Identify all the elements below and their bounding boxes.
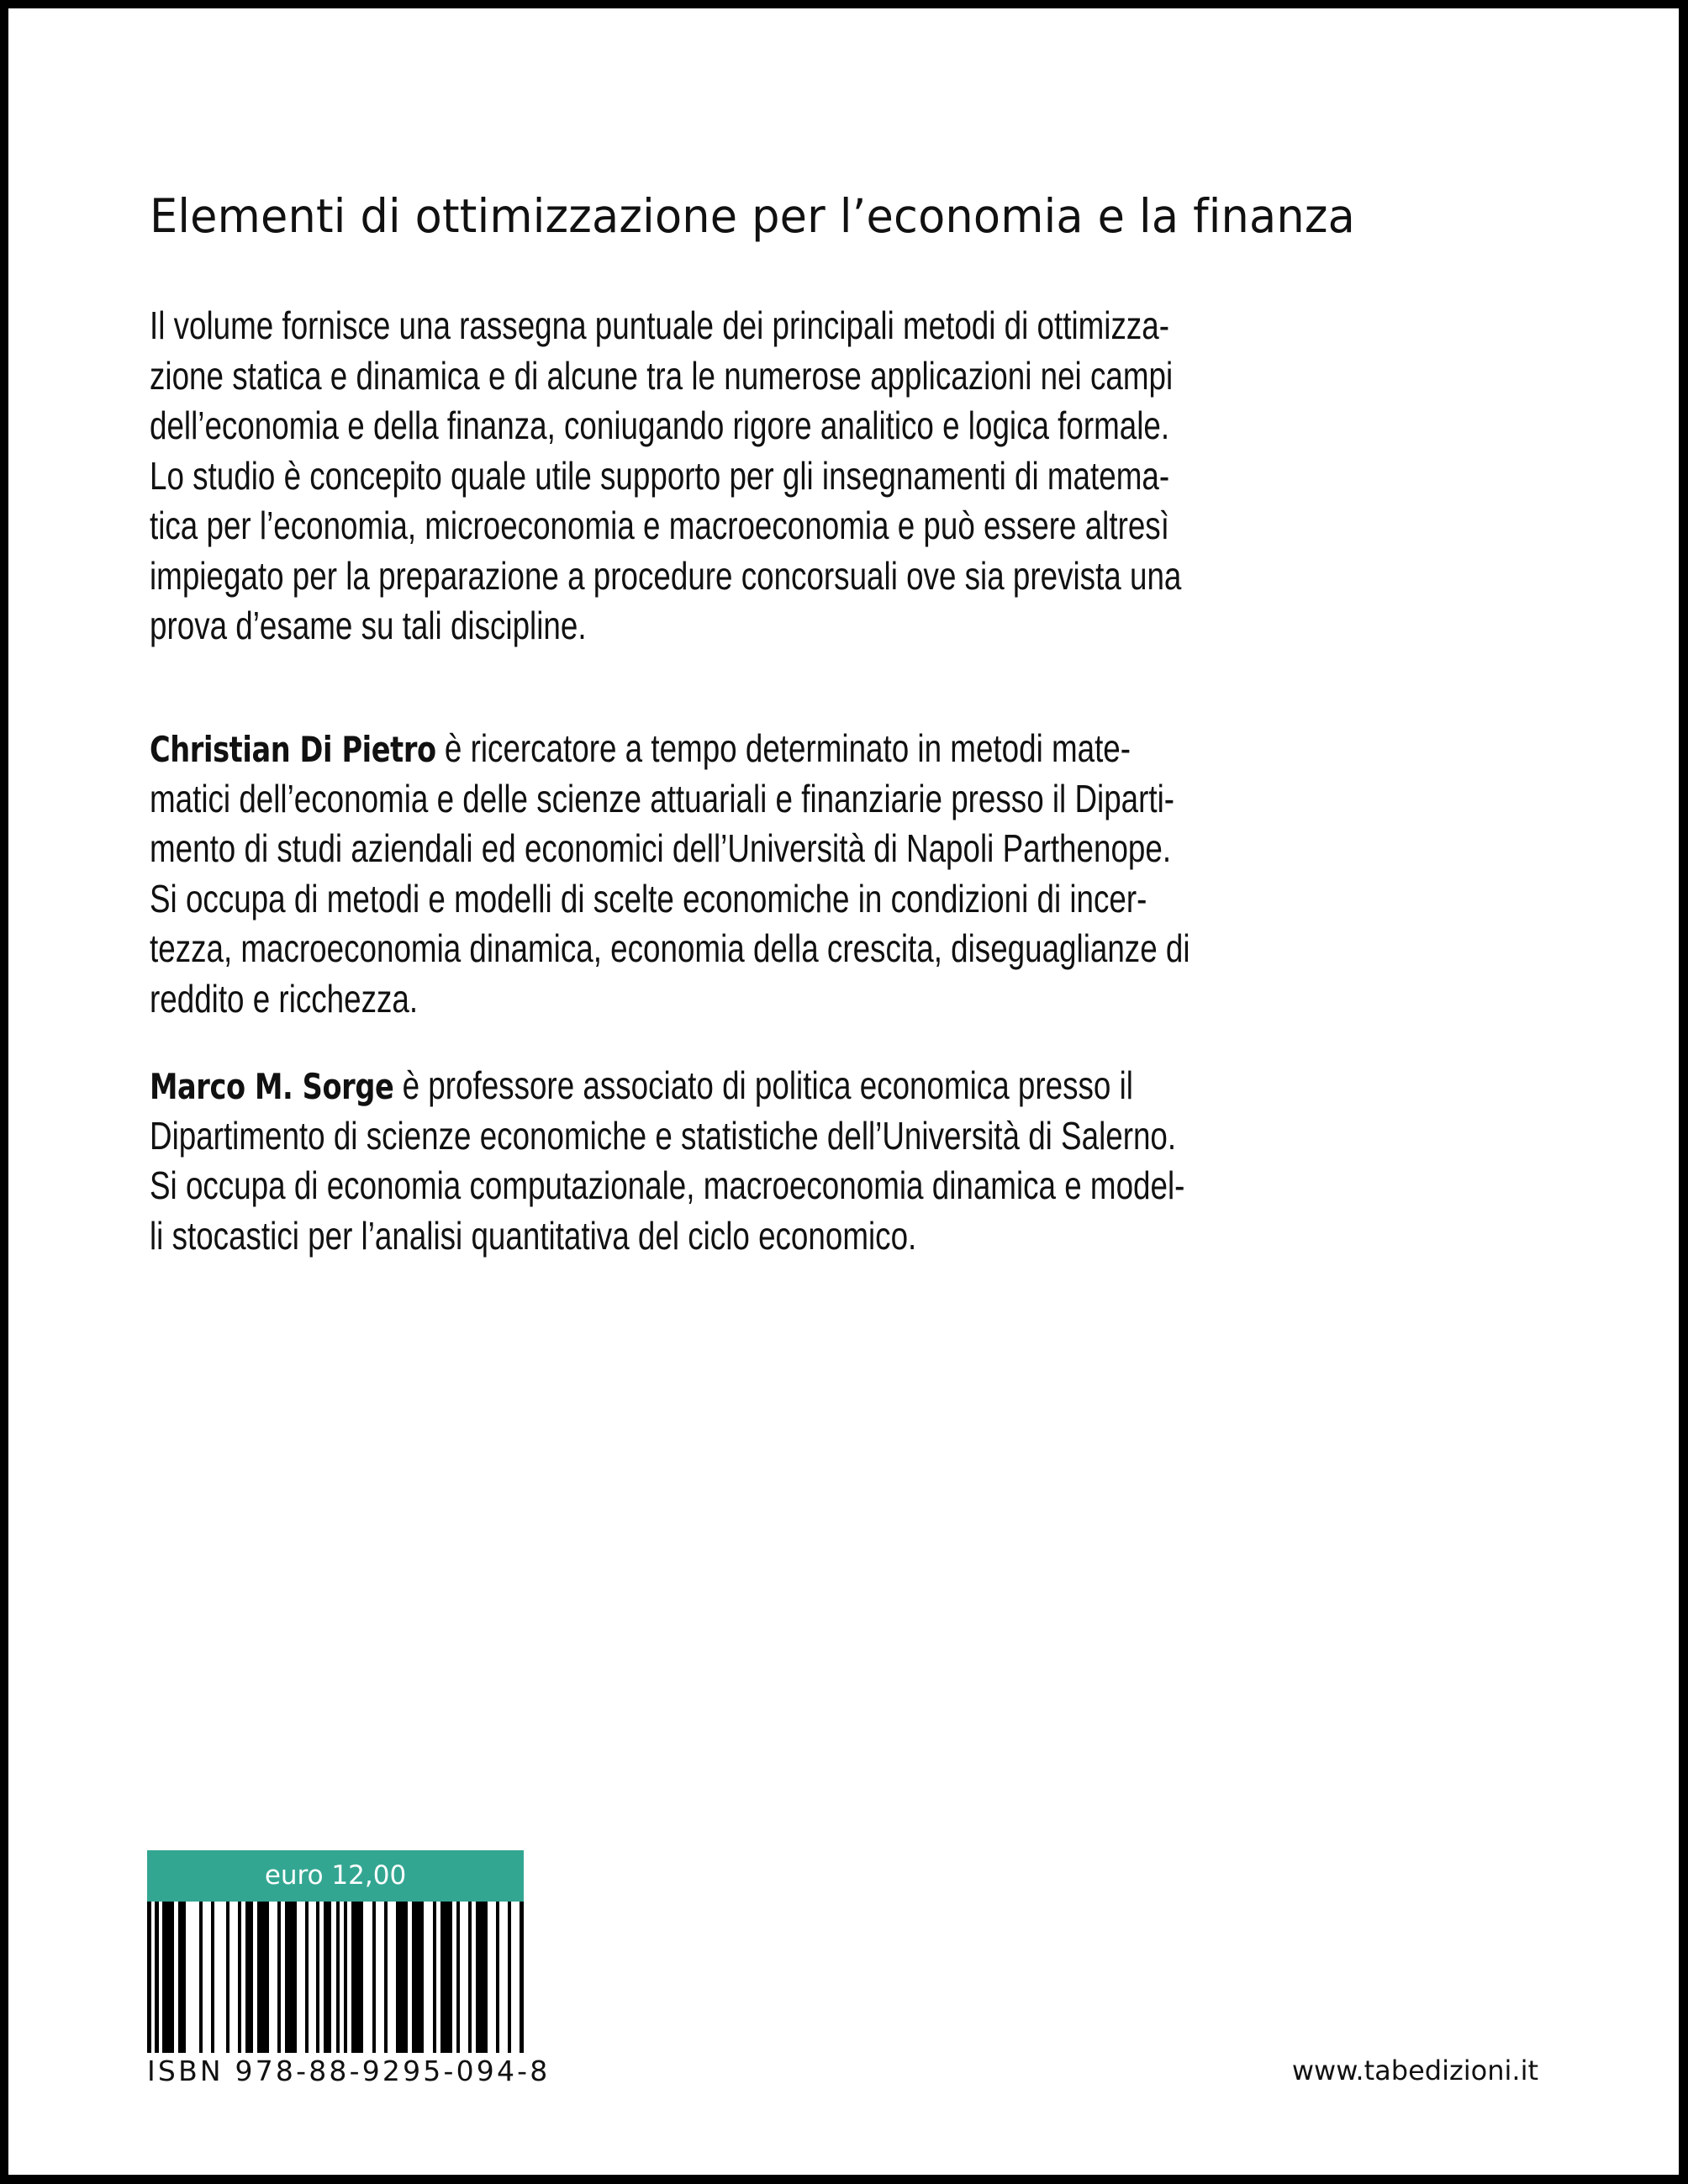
description-line: Il volume fornisce una rassegna puntuale dei principali metodi di ottimizza- bbox=[150, 303, 1169, 347]
author-bio-sorge bbox=[150, 1061, 1443, 1261]
author-bio-line: tezza, macroeconomia dinamica, economia della crescita, diseguaglianze di bbox=[150, 926, 1190, 970]
author-bio-line: mento di studi aziendali ed economici dell’Università di Napoli Parthenope. bbox=[150, 826, 1172, 870]
author-name: Christian Di Pietro bbox=[150, 729, 436, 770]
isbn-number: ISBN 978-88-9295-094-8 bbox=[147, 2055, 551, 2087]
author-bio-first-line bbox=[150, 1061, 1184, 1111]
description-paragraph bbox=[150, 301, 1439, 652]
description-line: Lo studio è concepito quale utile supporto per gli insegnamenti di matema- bbox=[150, 453, 1170, 498]
author-bio-line: Si occupa di economia computazionale, macroeconomia dinamica e model- bbox=[150, 1163, 1185, 1207]
description-line: dell’economia e della finanza, coniugando rigore analitico e logica formale. bbox=[150, 404, 1170, 447]
description-line: tica per l’economia, microeconomia e macroeconomia e può essere altresì bbox=[150, 504, 1169, 547]
author-bio-text: è ricercatore a tempo determinato in metodi mate- bbox=[435, 726, 1131, 770]
author-bio-first-line bbox=[150, 724, 1190, 774]
author-bio-line: reddito e ricchezza. bbox=[150, 976, 419, 1021]
back-cover bbox=[8, 8, 1679, 2175]
author-bio-line: Si occupa di metodi e modelli di scelte economiche in condizioni di incer- bbox=[150, 876, 1147, 921]
author-name: Marco M. Sorge bbox=[150, 1066, 394, 1107]
author-bio-line: li stocastici per l’analisi quantitativa del ciclo economico. bbox=[150, 1213, 917, 1258]
author-bio-line: matici dell’economia e delle scienze attuariali e finanziarie presso il Diparti- bbox=[150, 776, 1175, 820]
author-bio-line: Dipartimento di scienze economiche e statistiche dell’Università di Salerno. bbox=[150, 1113, 1177, 1158]
book-title: Elementi di ottimizzazione per l’economia e la finanza bbox=[150, 189, 1356, 243]
barcode bbox=[147, 1902, 524, 2053]
barcode-icon bbox=[147, 1902, 524, 2053]
description-line: prova d’esame su tali discipline. bbox=[150, 604, 587, 647]
price-label: euro 12,00 bbox=[147, 1850, 524, 1902]
description-line: zione statica e dinamica e di alcune tra le numerose applicazioni nei campi bbox=[150, 353, 1174, 398]
description-line: impiegato per la preparazione a procedure concorsuali ove sia prevista una bbox=[150, 553, 1182, 598]
author-bio-di-pietro bbox=[150, 724, 1450, 1024]
publisher-website[interactable]: www.tabedizioni.it bbox=[1291, 2055, 1538, 2086]
author-bio-text: è professore associato di politica economica presso il bbox=[393, 1063, 1133, 1107]
